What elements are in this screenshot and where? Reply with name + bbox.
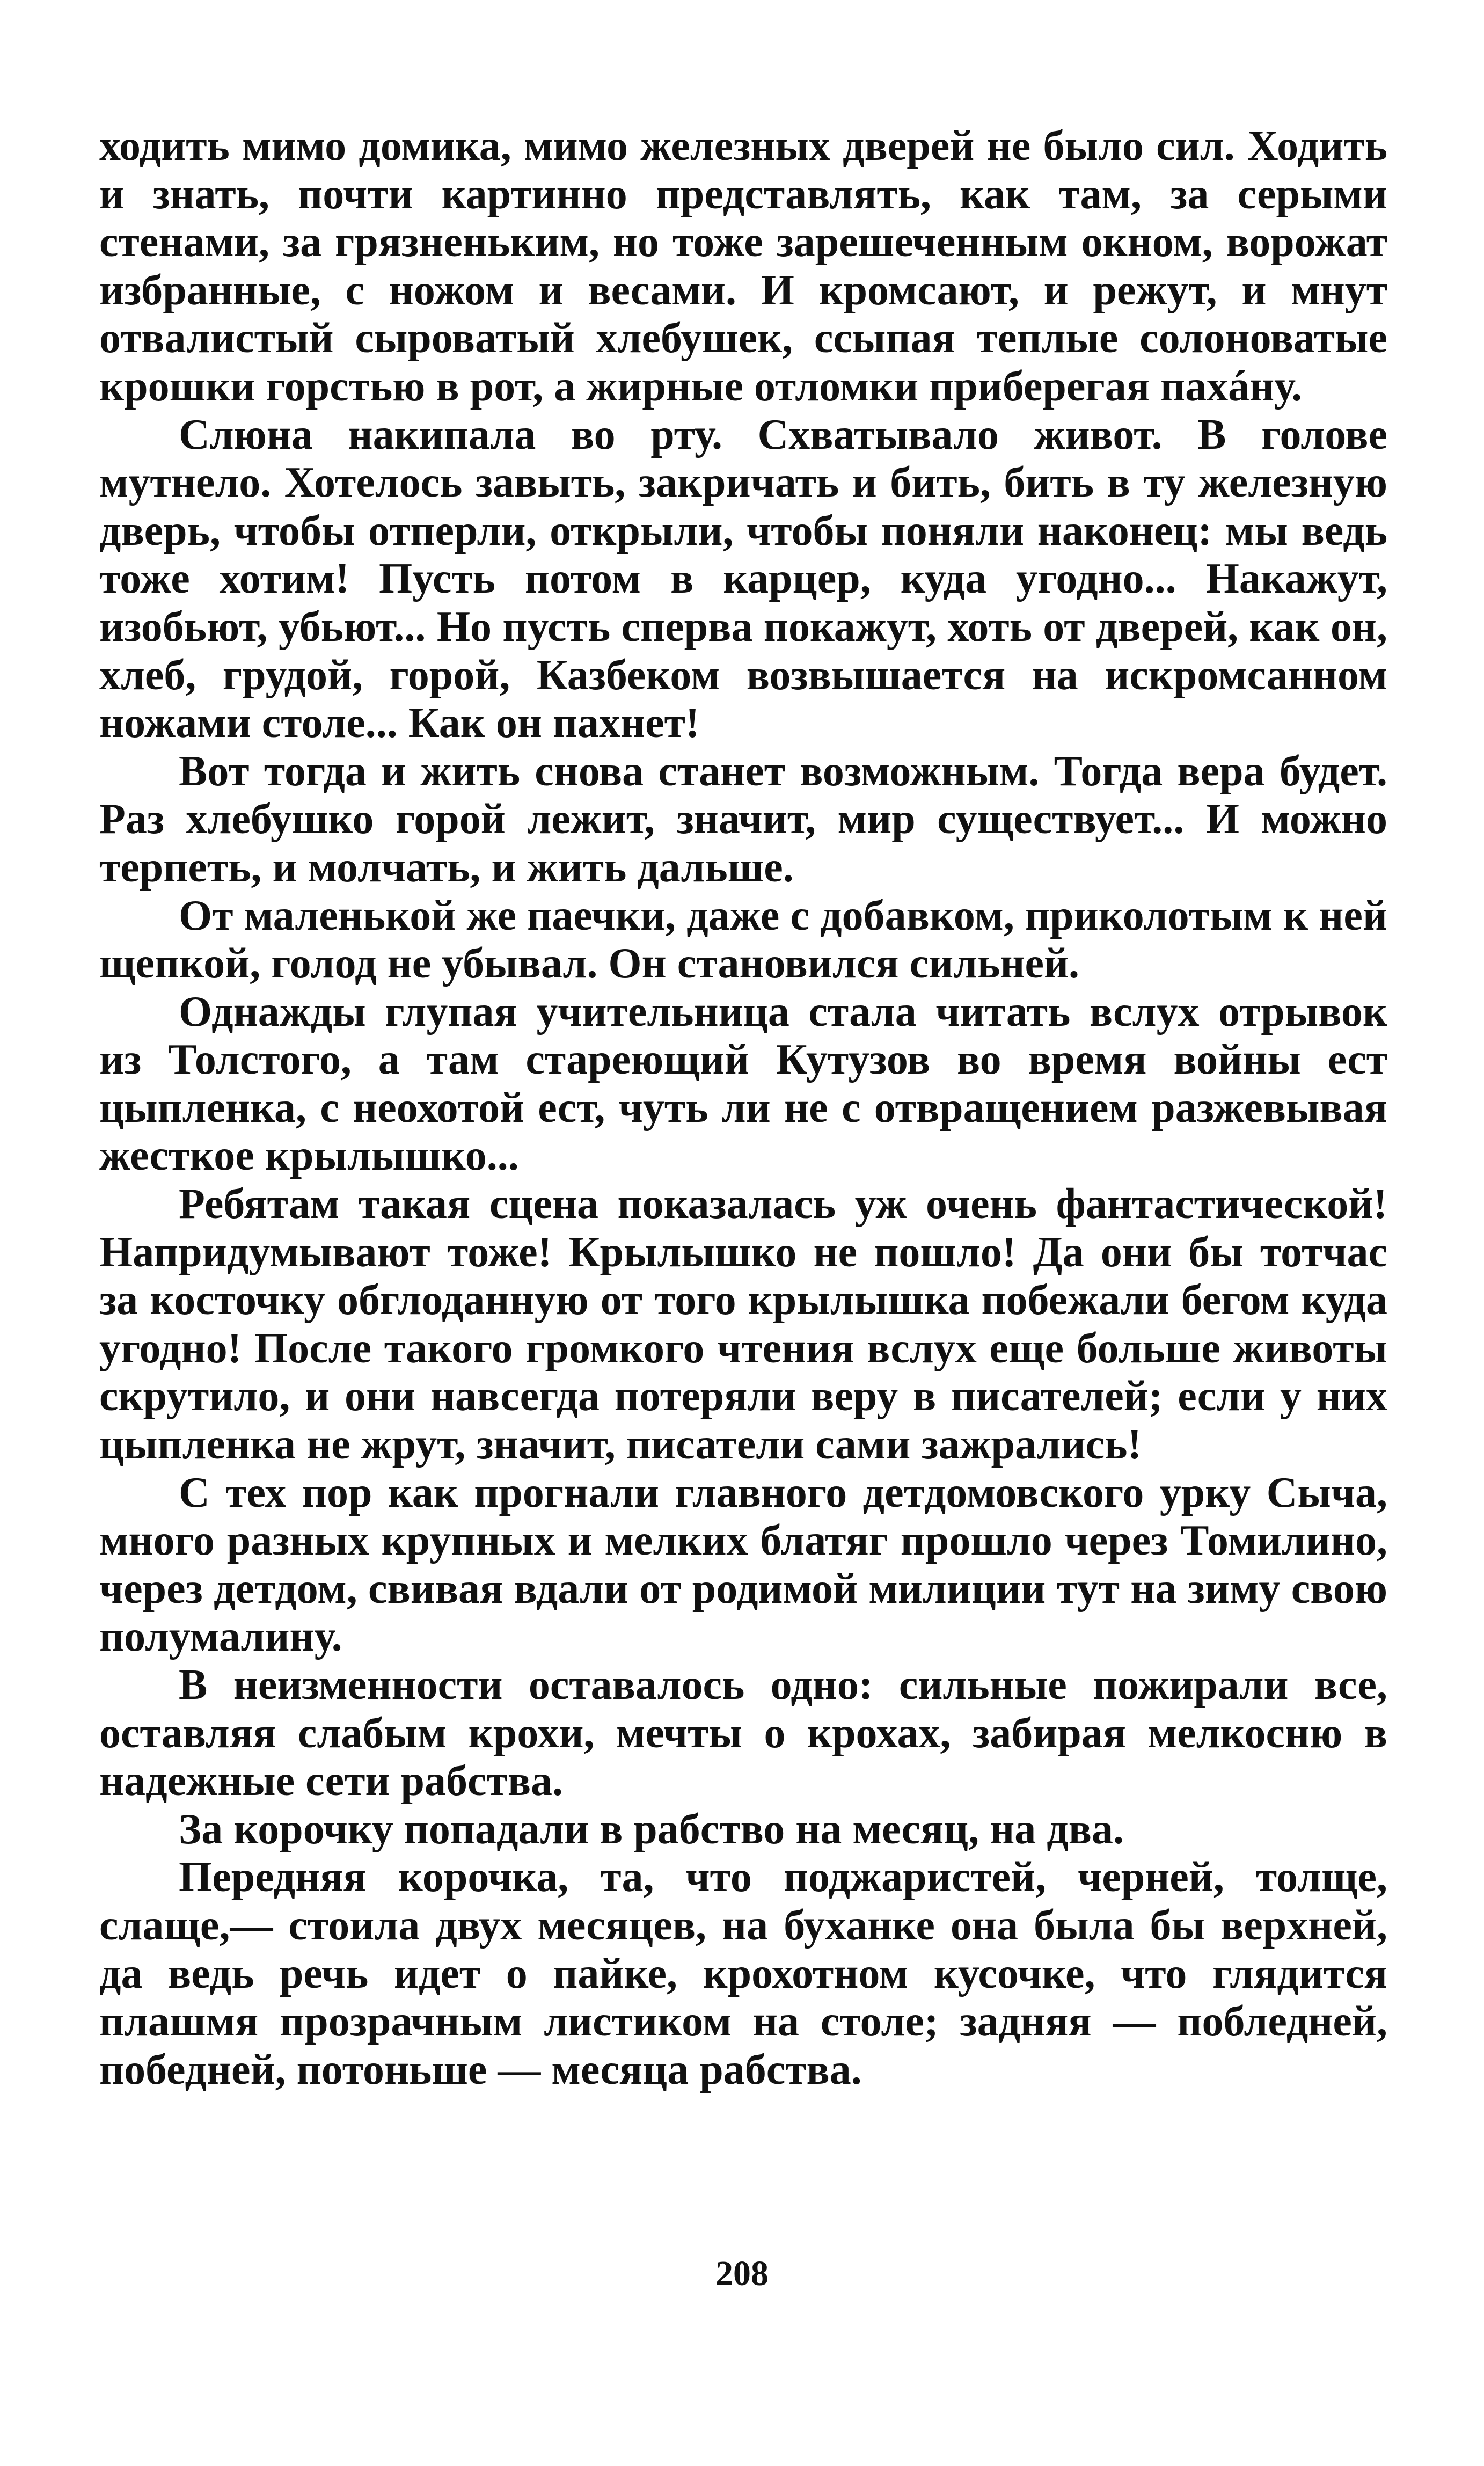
paragraph-1: ходить мимо домика, мимо железных дверей не было сил. Ходить и знать, почти картинно представлять, как там, за серыми стенами, за грязненьким, но тоже зарешеченным окном, ворожат избранные, с ножом и весами. И кромсают, и режут, и мнут отвалистый сыроватый хлебушек, ссыпая теплые солоноватые крошки горстью в рот, а жирные отломки приберегая пахáну. — [99, 122, 1387, 410]
paragraph-2: Слюна накипала во рту. Схватывало живот. В голове мутнело. Хотелось завыть, закричать и бить, бить в ту железную дверь, чтобы отперли, открыли, чтобы поняли наконец: мы ведь тоже хотим! Пусть потом в карцер, куда угодно... Накажут, изобьют, убьют... Но пусть сперва покажут, хоть от дверей, как он, хлеб, грудой, горой, Казбеком возвышается на искромсанном ножами столе... Как он пахнет! — [99, 411, 1387, 747]
page-body — [99, 122, 1387, 2094]
paragraph-7: С тех пор как прогнали главного детдомовского урку Сыча, много разных крупных и мелких блатяг прошло через Томилино, через детдом, свивая вдали от родимой милиции тут на зиму свою полумалину. — [99, 1469, 1387, 1661]
paragraph-10: Передняя корочка, та, что поджаристей, черней, толще, слаще,— стоила двух месяцев, на буханке она была бы верхней, да ведь речь идет о пайке, крохотном кусочке, что глядится плашмя прозрачным листиком на столе; задняя — побледней, победней, потоньше — месяца рабства. — [99, 1854, 1387, 2093]
paragraph-5: Однажды глупая учительница стала читать вслух отрывок из Толстого, а там стареющий Кутузов во время войны ест цыпленка, с неохотой ест, чуть ли не с отвращением разжевывая жесткое крылышко... — [99, 988, 1387, 1180]
page-number: 208 — [715, 2254, 769, 2293]
paragraph-6: Ребятам такая сцена показалась уж очень фантастической! Напридумывают тоже! Крылышко не пошло! Да они бы тотчас за косточку обглоданную от того крылышка побежали бегом куда угодно! После такого громкого чтения вслух еще больше животы скрутило, и они навсегда потеряли веру в писателей; если у них цыпленка не жрут, значит, писатели сами зажрались! — [99, 1180, 1387, 1469]
paragraph-4: От маленькой же паечки, даже с добавком, приколотым к ней щепкой, голод не убывал. Он становился сильней. — [99, 892, 1387, 988]
paragraph-9: За корочку попадали в рабство на месяц, на два. — [179, 1805, 1124, 1853]
paragraph-8: В неизменности оставалось одно: сильные пожирали все, оставляя слабым крохи, мечты о крохах, забирая мелкосню в надежные сети рабства. — [99, 1661, 1387, 1805]
paragraph-3: Вот тогда и жить снова станет возможным. Тогда вера будет. Раз хлебушко горой лежит, значит, мир существует... И можно терпеть, и молчать, и жить дальше. — [99, 747, 1387, 891]
